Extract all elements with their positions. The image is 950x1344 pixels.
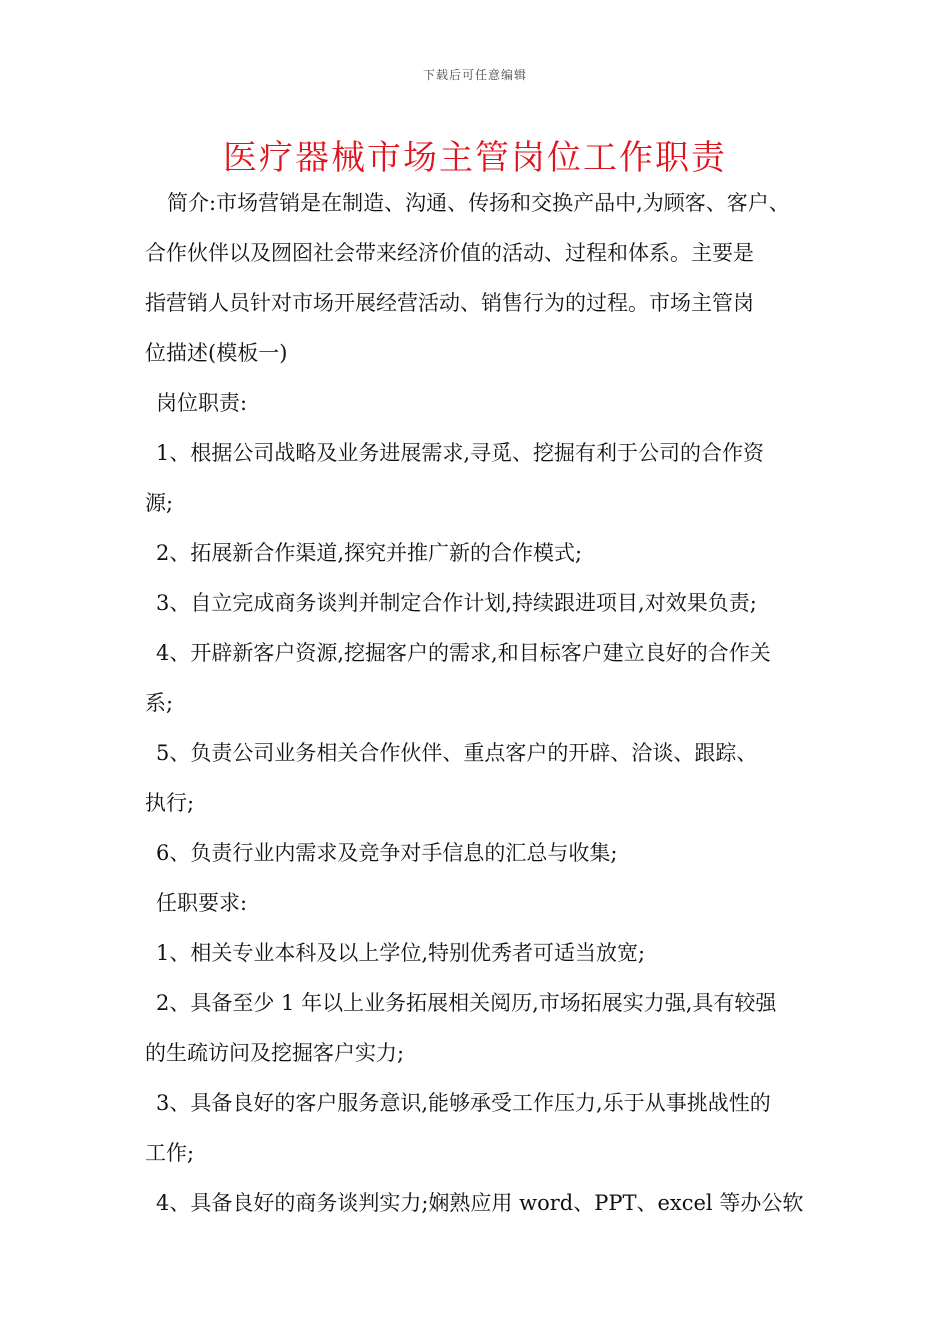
duty-item-4: 4、开辟新客户资源,挖掘客户的需求,和目标客户建立良好的合作关 [156,641,771,665]
requirement-item-4: 4、具备良好的商务谈判实力;娴熟应用 word、PPT、excel 等办公软 [156,1191,804,1215]
section-heading-requirements: 任职要求: [156,891,248,915]
duty-item-1: 1、根据公司战略及业务进展需求,寻觅、挖掘有利于公司的合作资 [156,441,765,465]
requirement-item-3-cont: 工作; [145,1141,195,1165]
intro-line-4: 位描述(模板一) [145,341,288,365]
document-title: 医疗器械市场主管岗位工作职责 [223,138,727,178]
header-note: 下载后可任意编辑 [422,68,527,82]
duty-item-5: 5、负责公司业务相关合作伙伴、重点客户的开辟、洽谈、跟踪、 [156,741,758,765]
duty-item-6: 6、负责行业内需求及竞争对手信息的汇总与收集; [156,841,618,865]
intro-line-3: 指营销人员针对市场开展经营活动、销售行为的过程。市场主管岗 [145,291,754,315]
intro-line-1: 简介:市场营销是在制造、沟通、传扬和交换产品中,为顾客、客户、 [167,191,790,215]
requirement-item-2: 2、具备至少 1 年以上业务拓展相关阅历,市场拓展实力强,具有较强 [156,991,777,1015]
duty-item-1-cont: 源; [145,491,174,515]
duty-item-3: 3、自立完成商务谈判并制定合作计划,持续跟进项目,对效果负责; [156,591,757,615]
duty-item-4-cont: 系; [145,691,174,715]
duty-item-5-cont: 执行; [145,791,195,815]
requirement-item-1: 1、相关专业本科及以上学位,特别优秀者可适当放宽; [156,941,646,965]
document-body [145,178,813,1228]
requirement-item-2-cont: 的生疏访问及挖掘客户实力; [145,1041,405,1065]
requirement-item-3: 3、具备良好的客户服务意识,能够承受工作压力,乐于从事挑战性的 [156,1091,771,1115]
duty-item-2: 2、拓展新合作渠道,探究并推广新的合作模式; [156,541,583,565]
intro-line-2: 合作伙伴以及囫囵社会带来经济价值的活动、过程和体系。主要是 [145,241,754,265]
section-heading-duties: 岗位职责: [156,391,248,415]
